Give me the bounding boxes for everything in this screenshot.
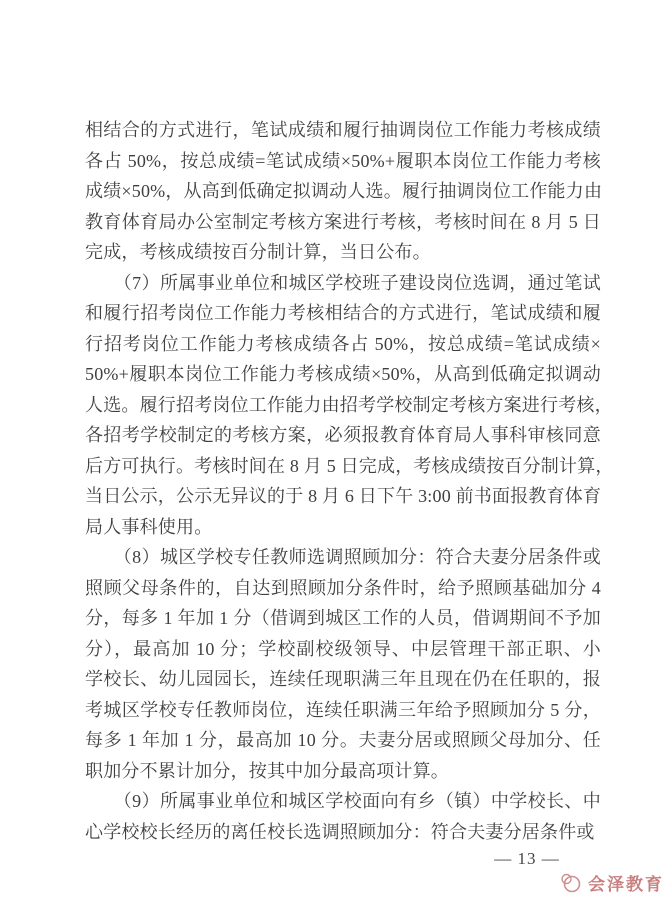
text-line: 考城区学校专任教师岗位，连续任职满三年给予照顾加分 5 分，	[85, 699, 601, 720]
text-line: 人选。履行招考岗位工作能力由招考学校制定考核方案进行考核，	[85, 394, 613, 415]
text-line: （7）所属事业单位和城区学校班子建设岗位选调，通过笔试	[113, 272, 601, 293]
document-body	[85, 115, 614, 847]
text-line: 照顾父母条件的，自达到照顾加分条件时，给予照顾基础加分 4	[85, 577, 601, 598]
text-line: 分，每多 1 年加 1 分（借调到城区工作的人员，借调期间不予加	[85, 608, 601, 628]
text-line: 完成，考核成绩按百分制计算，当日公布。	[85, 242, 431, 262]
text-line: 学校长、幼儿园园长，连续任现职满三年且现在仍在任职的，报	[85, 669, 601, 689]
text-line: 各招考学校制定的考核方案，必须报教育体育局人事科审核同意	[85, 425, 601, 445]
text-line: 每多 1 年加 1 分，最高加 10 分。夫妻分居或照顾父母加分、任	[85, 730, 601, 750]
text-line: 后方可执行。考核时间在 8 月 5 日完成，考核成绩按百分制计算，	[85, 455, 614, 476]
watermark	[559, 870, 664, 895]
text-line: 成绩×50%，从高到低确定拟调动人选。履行抽调岗位工作能力由	[85, 181, 603, 201]
huize-education-logo-icon	[559, 872, 581, 894]
text-line: 分），最高加 10 分；学校副校级领导、中层管理干部正职、小	[85, 638, 601, 659]
text-line: 局人事科使用。	[85, 516, 213, 537]
watermark-text: 会泽教育	[588, 875, 664, 894]
text-line: 50%+履职本岗位工作能力考核成绩×50%，从高到低确定拟调动	[85, 364, 601, 384]
text-line: 当日公示，公示无异议的于 8 月 6 日下午 3:00 前书面报教育体育	[85, 486, 602, 506]
text-line: 各占 50%，按总成绩=笔试成绩×50%+履职本岗位工作能力考核	[85, 150, 601, 171]
page-number: — 13 —	[494, 849, 560, 868]
text-line: 行招考岗位工作能力考核成绩各占 50%，按总成绩=笔试成绩×	[85, 333, 601, 354]
text-line: （8）城区学校专任教师选调照顾加分：符合夫妻分居条件或	[113, 547, 601, 567]
text-line: 职加分不累计加分，按其中加分最高项计算。	[85, 760, 449, 781]
text-line: 教育体育局办公室制定考核方案进行考核，考核时间在 8 月 5 日	[85, 211, 601, 232]
text-line: 心学校校长经历的离任校长选调照顾加分：符合夫妻分居条件或	[85, 821, 595, 842]
text-line: 和履行招考岗位工作能力考核相结合的方式进行，笔试成绩和履	[85, 303, 601, 323]
text-line: （9）所属事业单位和城区学校面向有乡（镇）中学校长、中	[113, 791, 601, 811]
text-line: 相结合的方式进行，笔试成绩和履行抽调岗位工作能力考核成绩	[85, 120, 601, 140]
